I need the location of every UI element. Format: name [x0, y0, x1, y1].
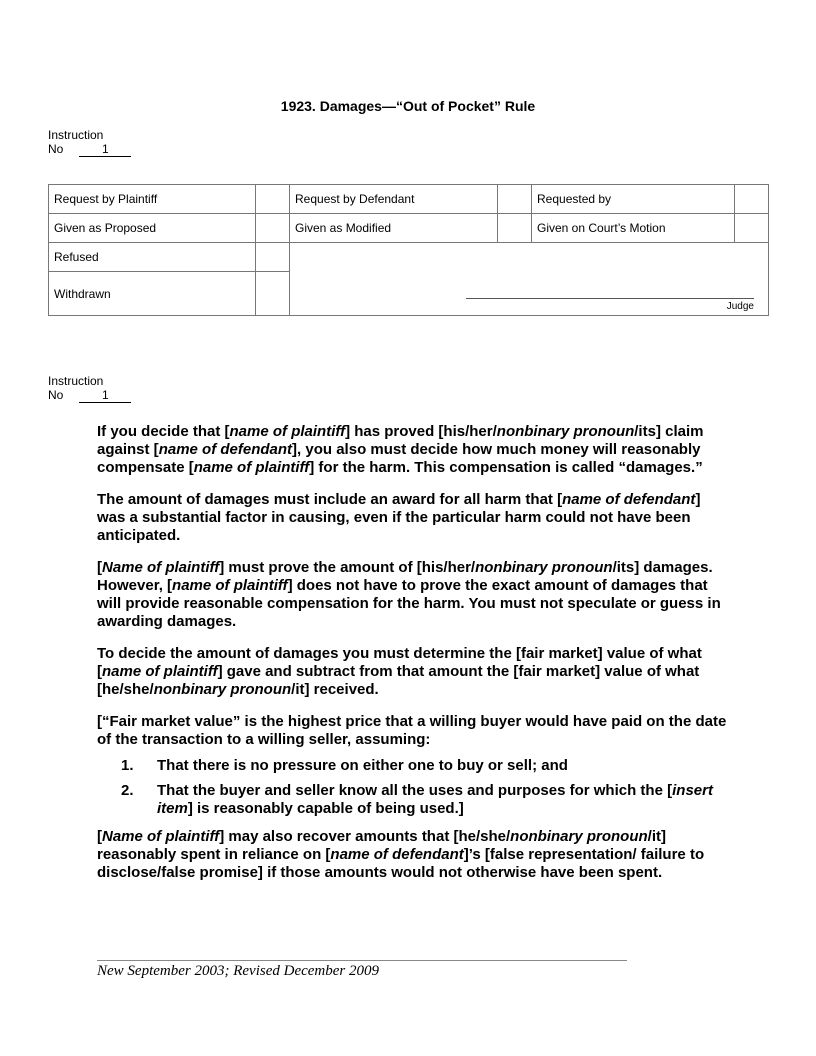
text-segment: ] gave and subtract from that amount the [fair market] value of what [he/she/ [97, 663, 700, 698]
instruction-label: Instruction [48, 374, 104, 388]
no-label: No [48, 142, 64, 156]
text-segment: If you decide that [ [97, 423, 230, 440]
text-segment: The amount of damages must include an award for all harm that [ [97, 491, 563, 508]
text-segment: [ [97, 559, 102, 576]
text-segment: ] must prove the amount of [his/her/ [219, 559, 476, 576]
requested-by-label: Requested by [532, 185, 735, 214]
placeholder-text: nonbinary pronoun [153, 681, 292, 698]
placeholder-text: name of plaintiff [229, 423, 346, 440]
instruction-number-block [48, 128, 131, 157]
placeholder-text: name of plaintiff [193, 459, 310, 476]
assumption-list [97, 757, 727, 818]
text-segment: [“Fair market value” is the highest price that a willing buyer would have paid on the date of the transaction to a willing seller, assuming: [97, 713, 727, 748]
instruction-paragraph [97, 713, 727, 749]
refused-checkbox[interactable] [256, 243, 290, 272]
placeholder-text: name of plaintiff [172, 577, 288, 594]
request-by-defendant-checkbox[interactable] [498, 185, 532, 214]
instruction-number: 1 [79, 143, 131, 157]
instruction-paragraph [97, 559, 727, 631]
text-segment: ]’s [false representation/ failure to disclose/false promise] if those amounts would not otherwise have been spent. [97, 846, 705, 881]
placeholder-text: name of defendant [158, 441, 293, 458]
given-as-proposed-checkbox[interactable] [256, 214, 290, 243]
text-segment: ] was a substantial factor in causing, even if the particular harm could not have been anticipated. [97, 491, 701, 544]
instruction-paragraph [97, 491, 727, 545]
text-segment: [ [97, 828, 102, 845]
text-segment: That the buyer and seller know all the uses and purposes for which the [ [157, 782, 673, 799]
instruction-label: Instruction [48, 128, 104, 142]
text-segment: ] has proved [his/her/ [345, 423, 497, 440]
text-segment: /its] damages. However, [ [97, 559, 713, 594]
requested-by-checkbox[interactable] [735, 185, 769, 214]
list-item [97, 782, 727, 818]
list-number: 2. [121, 782, 134, 799]
request-by-plaintiff-label: Request by Plaintiff [49, 185, 256, 214]
list-text [157, 757, 568, 775]
given-as-modified-label: Given as Modified [290, 214, 498, 243]
judge-label: Judge [726, 301, 754, 312]
request-by-defendant-label: Request by Defendant [290, 185, 498, 214]
page-title: 1923. Damages—“Out of Pocket” Rule [280, 98, 536, 114]
placeholder-text: name of plaintiff [102, 663, 218, 680]
text-segment: /it] reasonably spent in reliance on [ [97, 828, 666, 863]
withdrawn-checkbox[interactable] [256, 272, 290, 316]
instruction-paragraph [97, 423, 727, 477]
refused-label: Refused [49, 243, 256, 272]
instruction-number-block-2 [48, 374, 131, 403]
no-label: No [48, 388, 64, 402]
revision-note: New September 2003; Revised December 2009 [97, 963, 379, 979]
text-segment: ], you also must decide how much money will reasonably compensate [ [97, 441, 701, 476]
list-item [97, 757, 727, 775]
text-segment: /its] claim against [ [97, 423, 704, 458]
judge-signature-line[interactable] [466, 298, 754, 299]
placeholder-text: Name of plaintiff [102, 828, 220, 845]
judge-signature-cell [290, 243, 769, 316]
placeholder-text: nonbinary pronoun [475, 559, 613, 576]
text-segment: /it] received. [291, 681, 379, 698]
placeholder-text: insert item [157, 782, 713, 817]
text-segment: ] may also recover amounts that [he/she/ [219, 828, 511, 845]
disposition-table [48, 184, 769, 316]
given-on-courts-motion-label: Given on Court’s Motion [532, 214, 735, 243]
instruction-number: 1 [79, 389, 131, 403]
list-text [157, 782, 727, 818]
text-segment: ] for the harm. This compensation is called “damages.” [309, 459, 703, 476]
given-as-proposed-label: Given as Proposed [49, 214, 256, 243]
placeholder-text: nonbinary pronoun [510, 828, 648, 845]
placeholder-text: Name of plaintiff [102, 559, 220, 576]
request-by-plaintiff-checkbox[interactable] [256, 185, 290, 214]
placeholder-text: nonbinary pronoun [496, 423, 635, 440]
text-segment: That there is no pressure on either one to buy or sell; and [157, 757, 568, 774]
withdrawn-label: Withdrawn [49, 272, 256, 316]
given-on-courts-motion-checkbox[interactable] [735, 214, 769, 243]
given-as-modified-checkbox[interactable] [498, 214, 532, 243]
list-number: 1. [121, 757, 134, 774]
placeholder-text: name of defendant [330, 846, 464, 863]
text-segment: To decide the amount of damages you must determine the [fair market] value of what [ [97, 645, 702, 680]
text-segment: ] is reasonably capable of being used.] [187, 800, 464, 817]
placeholder-text: name of defendant [562, 491, 696, 508]
text-segment: ] does not have to prove the exact amount of damages that will provide reasonable compensation for the harm. You must not speculate or guess in awarding damages. [97, 577, 721, 630]
footer-rule [97, 960, 627, 961]
instruction-paragraph [97, 645, 727, 699]
instruction-paragraph [97, 828, 727, 882]
instruction-body [97, 423, 727, 896]
